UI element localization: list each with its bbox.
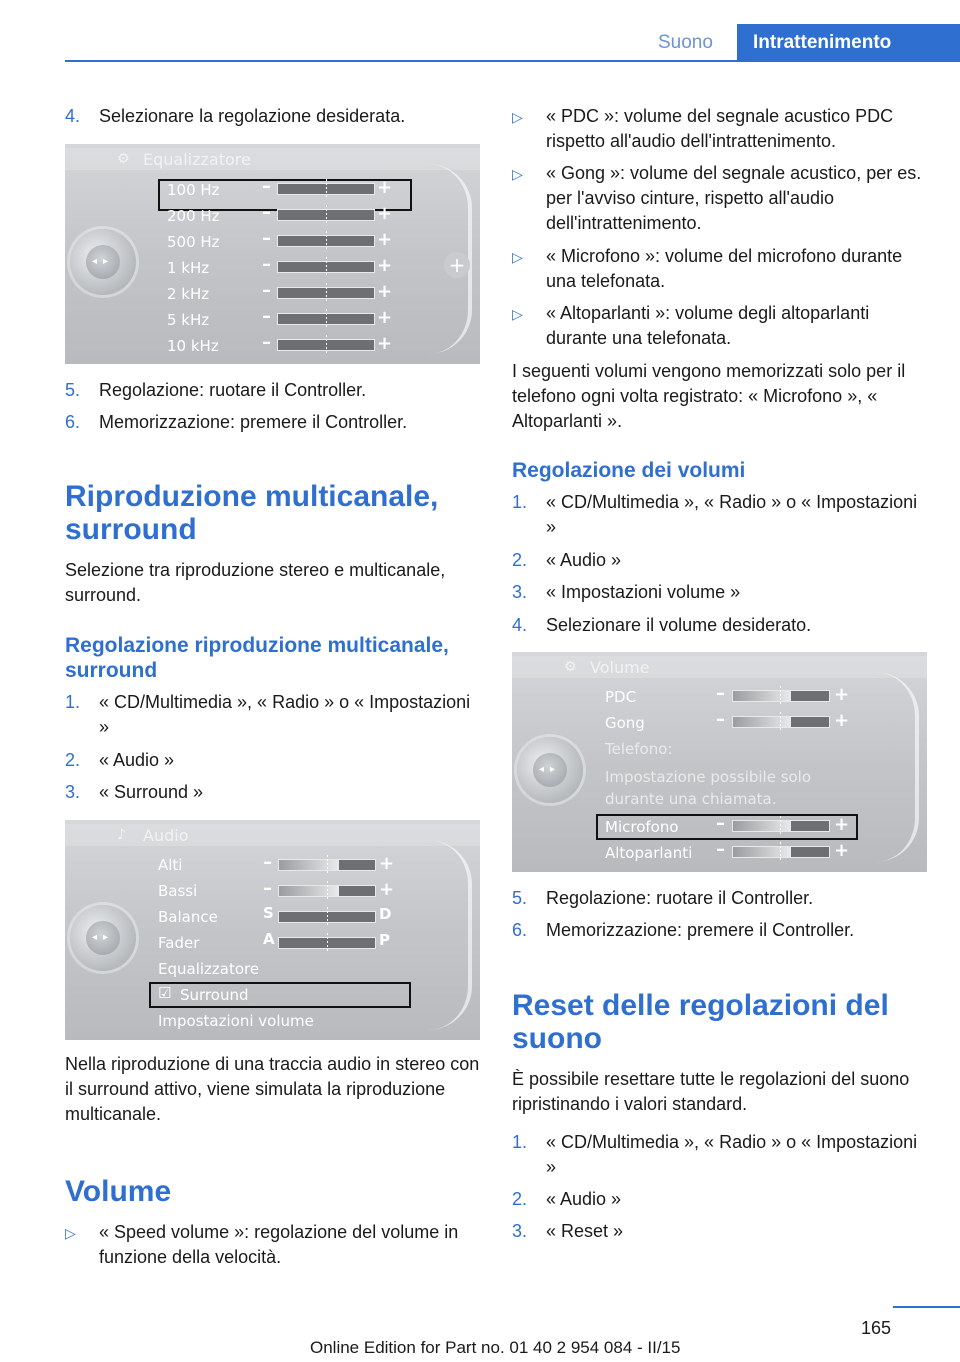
step-text: Regolazione: ruotare il Controller. [99, 380, 367, 400]
step-number: 1. [512, 1132, 528, 1152]
step-text: Regolazione: ruotare il Controller. [546, 888, 814, 908]
step-text: Memorizzazione: premere il Controller. [99, 412, 408, 432]
plus-icon: + [377, 203, 393, 224]
eq-band-label: 10 kHz [167, 337, 219, 355]
minus-icon: – [262, 332, 271, 353]
pdc-level-bar [732, 690, 830, 702]
minus-icon: – [262, 280, 271, 301]
eq-band-bar [277, 313, 375, 325]
step-text: « Audio » [99, 750, 175, 770]
equalizer-screen [65, 144, 480, 364]
paragraph-memorized: I seguenti volumi vengono memorizzati solo per il telefono ogni volta registrato: « Microfono », « Altoparlanti ». [512, 361, 906, 431]
bullet-icon: ▷ [512, 249, 523, 265]
microfono-level-bar [732, 820, 830, 832]
audio-level-bar [278, 937, 376, 949]
audio-row-label: Fader [158, 934, 200, 952]
side-right-label: P [379, 931, 390, 949]
row-pdc-label: PDC [605, 688, 637, 706]
eq-band-bar [277, 183, 375, 195]
minus-icon: – [263, 852, 272, 873]
audio-row-label: Impostazioni volume [158, 1012, 314, 1030]
plus-icon: + [377, 255, 393, 276]
step-number: 2. [65, 750, 81, 770]
eq-band-label: 1 kHz [167, 259, 210, 277]
scroll-arc [875, 672, 919, 862]
step-number: 2. [512, 550, 528, 570]
volume-screen [512, 652, 927, 872]
minus-icon: – [262, 176, 271, 197]
row-microfono-label: Microfono [605, 818, 679, 836]
controller-knob-icon: ◂▸ [70, 905, 136, 971]
screen-title: Audio [143, 826, 189, 845]
minus-icon: – [716, 683, 725, 704]
step-text: « Reset » [546, 1221, 624, 1241]
bullet-icon: ▷ [512, 109, 523, 125]
screen-titlebar [65, 148, 480, 170]
plus-icon: + [377, 333, 393, 354]
plus-icon: + [377, 307, 393, 328]
plus-icon: + [834, 710, 850, 731]
audio-level-bar [278, 885, 376, 897]
step-text: « CD/Multimedia », « Radio » o « Impostazioni » [546, 492, 918, 537]
screen-title: Volume [590, 658, 650, 677]
scroll-arc [428, 840, 472, 1030]
eq-band-label: 500 Hz [167, 233, 220, 251]
plus-icon: + [834, 840, 850, 861]
controller-knob-icon: ◂▸ [70, 229, 136, 295]
step-text: « Audio » [546, 1189, 622, 1209]
header-chapter-tab: Intrattenimento [737, 24, 960, 62]
minus-icon: – [262, 202, 271, 223]
bullet-icon: ▷ [512, 306, 523, 322]
eq-band-label: 100 Hz [167, 181, 220, 199]
step-text: Selezionare la regolazione desiderata. [99, 106, 406, 126]
step-text: « Audio » [546, 550, 622, 570]
bullet-text: « PDC »: volume del segnale acustico PDC rispetto all'audio dell'intrattenimento. [546, 106, 894, 151]
step-number: 6. [512, 920, 528, 940]
paragraph-reset: È possibile resettare tutte le regolazioni del suono ripristinando i valori standard. [512, 1069, 910, 1114]
minus-icon: – [263, 878, 272, 899]
bullet-icon: ▷ [512, 166, 523, 182]
minus-icon: – [716, 839, 725, 860]
eq-band-bar [277, 261, 375, 273]
step-number: 2. [512, 1189, 528, 1209]
page-number: 165 [861, 1318, 892, 1338]
heading-surround: Riproduzione multicanale, surround [65, 480, 439, 546]
audio-row-label: Alti [158, 856, 183, 874]
eq-band-bar [277, 209, 375, 221]
subheading-surround: Regolazione riproduzione multicanale, surround [65, 634, 449, 682]
minus-icon: – [262, 254, 271, 275]
step-text: « CD/Multimedia », « Radio » o « Impostazioni » [546, 1132, 918, 1177]
eq-band-bar [277, 287, 375, 299]
paragraph-surround: Selezione tra riproduzione stereo e multicanale, surround. [65, 560, 446, 605]
audio-row-label: Balance [158, 908, 218, 926]
audio-screen [65, 820, 480, 1040]
subheading-volume-adjust: Regolazione dei volumi [512, 459, 746, 482]
row-gong-label: Gong [605, 714, 645, 732]
plus-icon: + [444, 252, 470, 278]
step-text: « Surround » [99, 782, 204, 802]
step-number: 4. [65, 106, 81, 126]
row-altoparlanti-label: Altoparlanti [605, 844, 693, 862]
eq-band-bar [277, 339, 375, 351]
plus-icon: + [377, 281, 393, 302]
step-number: 3. [512, 1221, 528, 1241]
plus-icon: + [834, 814, 850, 835]
plus-icon: + [377, 229, 393, 250]
edition-note: Online Edition for Part no. 01 40 2 954 084 - II/15 [310, 1338, 681, 1357]
altoparlanti-level-bar [732, 846, 830, 858]
step-text: Selezionare il volume desiderato. [546, 615, 812, 635]
step-text: Memorizzazione: premere il Controller. [546, 920, 855, 940]
header-section: Suono [658, 32, 713, 53]
plus-icon: + [834, 684, 850, 705]
side-left-label: S [263, 904, 274, 922]
step-number: 5. [65, 380, 81, 400]
plus-icon: + [379, 853, 395, 874]
screen-titlebar [65, 824, 480, 846]
audio-row-label: Surround [180, 986, 249, 1004]
audio-settings-icon: ♪ [117, 827, 126, 843]
row-note-label: Impostazione possibile solo durante una chiamata. [605, 768, 812, 808]
minus-icon: – [262, 306, 271, 327]
screen-title: Equalizzatore [143, 150, 251, 169]
checkmark-icon: ☑ [158, 984, 172, 1002]
side-right-label: D [379, 905, 392, 923]
minus-icon: – [262, 228, 271, 249]
bullet-icon: ▷ [65, 1225, 76, 1241]
controller-knob-icon: ◂▸ [517, 737, 583, 803]
step-text: « Impostazioni volume » [546, 582, 741, 602]
screen-titlebar [512, 656, 927, 678]
side-left-label: A [263, 930, 275, 948]
heading-reset: Reset delle regolazioni del suono [512, 989, 889, 1055]
minus-icon: – [716, 709, 725, 730]
step-number: 1. [512, 492, 528, 512]
settings-icon: ⚙ [564, 659, 577, 675]
step-text: « CD/Multimedia », « Radio » o « Impostazioni » [99, 692, 471, 737]
plus-icon: + [379, 879, 395, 900]
bullet-text: « Speed volume »: regolazione del volume in funzione della velocità. [99, 1222, 459, 1267]
minus-icon: – [716, 813, 725, 834]
row-telefono-label: Telefono: [605, 740, 673, 758]
gong-level-bar [732, 716, 830, 728]
audio-level-bar [278, 911, 376, 923]
audio-row-label: Equalizzatore [158, 960, 260, 978]
bullet-text: « Altoparlanti »: volume degli altoparlanti durante una telefonata. [546, 303, 870, 348]
bullet-text: « Microfono »: volume del microfono durante una telefonata. [546, 246, 903, 291]
eq-band-label: 2 kHz [167, 285, 210, 303]
step-number: 4. [512, 615, 528, 635]
footer-rule [893, 1306, 960, 1308]
audio-level-bar [278, 859, 376, 871]
eq-band-label: 200 Hz [167, 207, 220, 225]
step-number: 1. [65, 692, 81, 712]
step-number: 5. [512, 888, 528, 908]
eq-band-label: 5 kHz [167, 311, 210, 329]
step-number: 6. [65, 412, 81, 432]
paragraph-multichannel: Nella riproduzione di una traccia audio in stereo con il surround attivo, viene simulata la riproduzione multicanale. [65, 1054, 480, 1124]
settings-icon: ⚙ [117, 151, 130, 167]
plus-icon: + [377, 177, 393, 198]
eq-band-bar [277, 235, 375, 247]
step-number: 3. [512, 582, 528, 602]
bullet-text: « Gong »: volume del segnale acustico, per es. per l'avviso cinture, rispetto all'audio dell'intrattenimento. [546, 163, 922, 233]
audio-row-label: Bassi [158, 882, 198, 900]
step-number: 3. [65, 782, 81, 802]
header-rule [65, 60, 960, 62]
heading-volume: Volume [65, 1175, 172, 1208]
